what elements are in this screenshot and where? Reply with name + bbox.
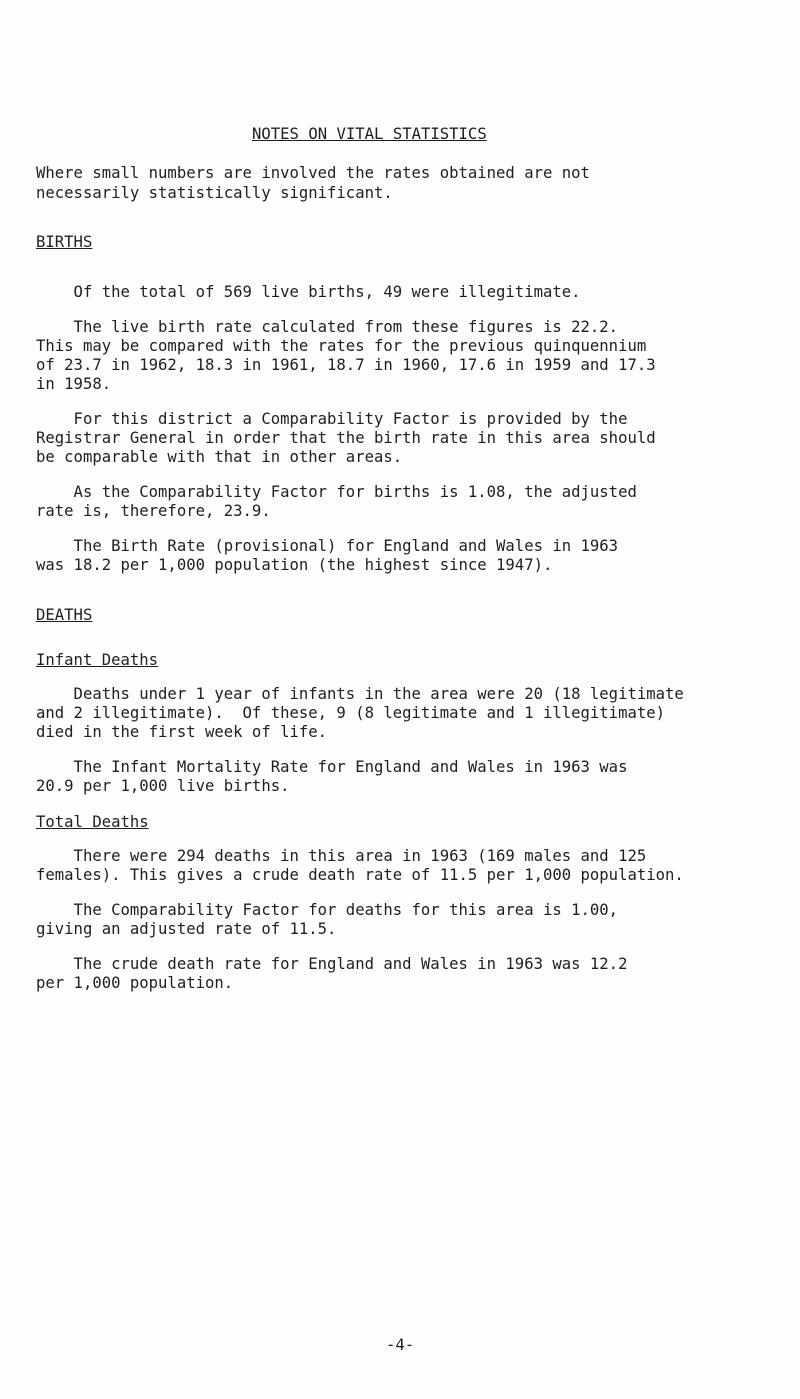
births-paragraph-3-line: For this district a Comparability Factor is provided by the: [36, 410, 628, 428]
infant-deaths-paragraph-2-line: 20.9 per 1,000 live births.: [36, 777, 290, 795]
births-paragraph-4-line: As the Comparability Factor for births is 1.08, the adjusted: [36, 483, 637, 501]
births-heading: BIRTHS: [36, 233, 93, 251]
births-paragraph-4-line: rate is, therefore, 23.9.: [36, 502, 271, 520]
births-paragraph-5-line: The Birth Rate (provisional) for England and Wales in 1963: [36, 537, 619, 555]
births-paragraph-1: Of the total of 569 live births, 49 were illegitimate.: [36, 283, 581, 301]
total-deaths-heading: Total Deaths: [36, 813, 149, 831]
births-paragraph-3-line: be comparable with that in other areas.: [36, 448, 403, 466]
total-deaths-paragraph-2-line: The Comparability Factor for deaths for this area is 1.00,: [36, 901, 619, 919]
total-deaths-paragraph-2-line: giving an adjusted rate of 11.5.: [36, 920, 337, 938]
births-paragraph-2-line: The live birth rate calculated from these figures is 22.2.: [36, 318, 619, 336]
total-deaths-paragraph-3-line: The crude death rate for England and Wales in 1963 was 12.2: [36, 955, 628, 973]
infant-deaths-paragraph-1-line: Deaths under 1 year of infants in the area were 20 (18 legitimate: [36, 685, 684, 703]
total-deaths-paragraph-1-line: There were 294 deaths in this area in 1963 (169 males and 125: [36, 847, 647, 865]
births-paragraph-2-line: This may be compared with the rates for the previous quinquennium: [36, 337, 647, 355]
total-deaths-paragraph-3-line: per 1,000 population.: [36, 974, 234, 992]
infant-deaths-heading: Infant Deaths: [36, 651, 159, 669]
deaths-heading: DEATHS: [36, 606, 93, 624]
infant-deaths-paragraph-1-line: and 2 illegitimate). Of these, 9 (8 legitimate and 1 illegitimate): [36, 704, 666, 722]
intro-line: necessarily statistically significant.: [36, 184, 393, 202]
infant-deaths-paragraph-2-line: The Infant Mortality Rate for England and Wales in 1963 was: [36, 758, 628, 776]
intro-line: Where small numbers are involved the rates obtained are not: [36, 164, 590, 182]
births-paragraph-3-line: Registrar General in order that the birth rate in this area should: [36, 429, 656, 447]
births-paragraph-2-line: of 23.7 in 1962, 18.3 in 1961, 18.7 in 1960, 17.6 in 1959 and 17.3: [36, 356, 656, 374]
infant-deaths-paragraph-1-line: died in the first week of life.: [36, 723, 328, 741]
page-title: NOTES ON VITAL STATISTICS: [252, 125, 487, 143]
total-deaths-paragraph-1-line: females). This gives a crude death rate of 11.5 per 1,000 population.: [36, 866, 684, 884]
births-paragraph-5-line: was 18.2 per 1,000 population (the highest since 1947).: [36, 556, 553, 574]
births-paragraph-2-line: in 1958.: [36, 375, 112, 393]
page-number: -4-: [386, 1336, 415, 1354]
